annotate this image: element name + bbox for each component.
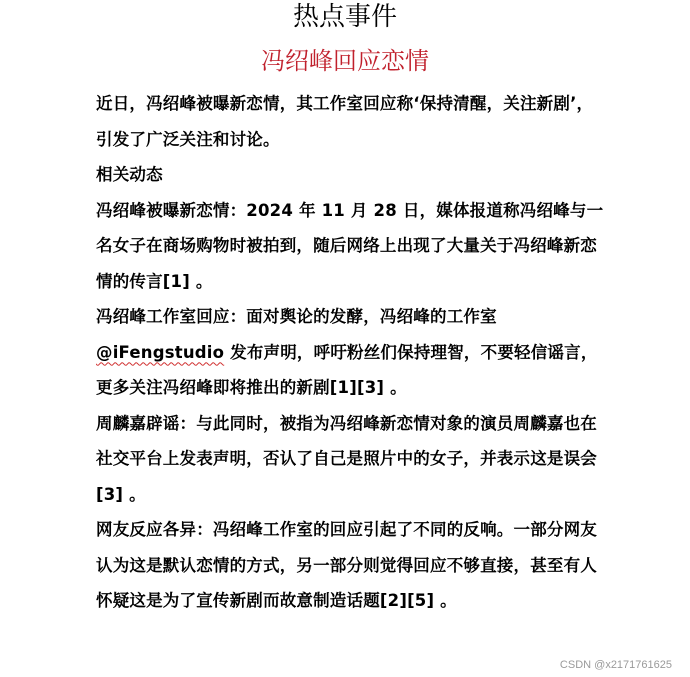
document-subtitle: 冯绍峰回应恋情 (261, 47, 429, 75)
news-item-studio-response (96, 299, 608, 406)
news-item-denial: 周麟嘉辟谣：与此同时，被指为冯绍峰新恋情对象的演员周麟嘉也在社交平台上发表声明，否认了自己是照片中的女子，并表示这是误会[3] 。 (96, 413, 597, 504)
document-title: 热点事件 (292, 2, 397, 32)
intro-paragraph: 近日，冯绍峰被曝新恋情，其工作室回应称‘保持清醒，关注新剧’，引发了广泛关注和讨论。 (96, 94, 594, 149)
document-body (96, 86, 608, 619)
section-heading: 相关动态 (96, 165, 163, 184)
watermark: CSDN @x2171761625 (559, 659, 672, 671)
studio-response-text-before: 冯绍峰工作室回应：面对舆论的发酵，冯绍峰的工作室 (96, 307, 497, 326)
studio-handle: @iFengstudio (96, 342, 225, 362)
news-item-netizen-reaction: 网友反应各异：冯绍峰工作室的回应引起了不同的反响。一部分网友认为这是默认恋情的方式，另一部分则觉得回应不够直接，甚至有人怀疑这是为了宣传新剧而故意制造话题[2][5] 。 (96, 520, 597, 610)
news-item-rumor: 冯绍峰被曝新恋情：2024 年 11 月 28 日，媒体报道称冯绍峰与一名女子在商场购物时被拍到，随后网络上出现了大量关于冯绍峰新恋情的传言[1] 。 (96, 200, 604, 291)
studio-response-text-after: 发布声明，呼吁粉丝们保持理智，不要轻信谣言，更多关注冯绍峰即将推出的新剧[1][3] 。 (96, 342, 598, 397)
